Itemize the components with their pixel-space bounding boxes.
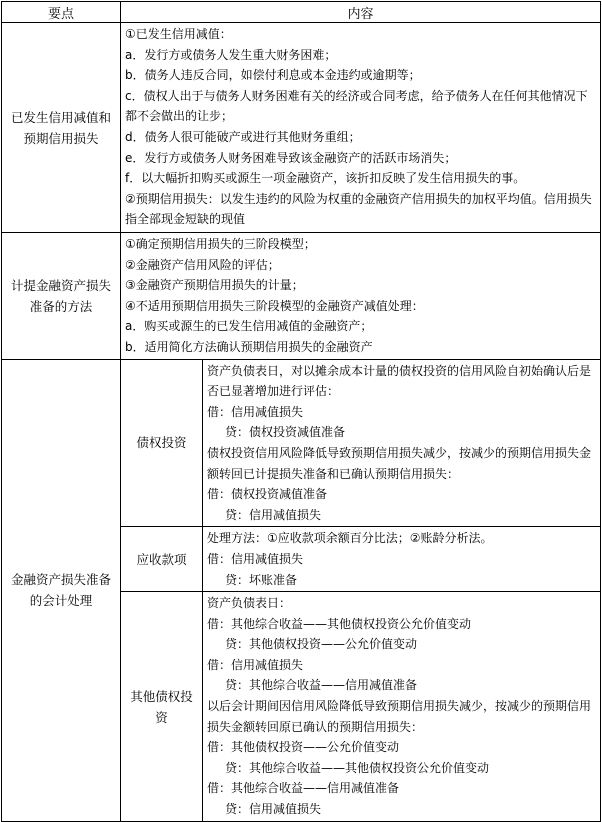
content-line: ②预期信用损失：以发生违约的风险为权重的金融资产信用损失的加权平均值。信用损失指全部现金短缺的现值 bbox=[125, 191, 592, 227]
content-line: 借：债权投资减值准备 bbox=[207, 487, 328, 502]
content-line: d．债务人很可能破产或进行其他财务重组； bbox=[125, 129, 361, 144]
content-line: 贷：其他综合收益——其他债权投资公允价值变动 bbox=[225, 760, 490, 775]
content-line: 资产负债表日，对以摊余成本计量的债权投资的信用风险自初始确认后是否已显著增加进行评估： bbox=[207, 363, 592, 399]
content-line: ②金融资产信用风险的评估； bbox=[125, 257, 280, 272]
content-line: 贷：坏账准备 bbox=[225, 572, 298, 587]
content-line: 贷：其他综合收益——信用减值准备 bbox=[225, 678, 418, 693]
table-row bbox=[2, 23, 601, 233]
sub-cell: 债权投资 bbox=[121, 359, 203, 527]
content-line: 借：信用减值损失 bbox=[207, 551, 304, 566]
content-cell bbox=[203, 527, 601, 592]
content-line: 贷：其他债权投资——公允价值变动 bbox=[225, 637, 418, 652]
content-line: 资产负债表日： bbox=[207, 596, 292, 611]
content-cell bbox=[203, 359, 601, 527]
content-line: b．适用简化方法确认预期信用损失的金融资产 bbox=[125, 339, 373, 354]
content-line: 处理方法：①应收款项余额百分比法；②账龄分析法。 bbox=[207, 531, 493, 546]
content-cell bbox=[121, 233, 601, 360]
content-line: 贷：信用减值损失 bbox=[225, 507, 322, 522]
content-line: 借：信用减值损失 bbox=[207, 657, 304, 672]
content-line: 借：信用减值损失 bbox=[207, 404, 304, 419]
sub-cell: 其他债权投资 bbox=[121, 592, 203, 822]
content-line: a．购买或源生的已发生信用减值的金融资产； bbox=[125, 319, 373, 334]
content-line: ①已发生信用减值： bbox=[125, 27, 232, 41]
content-line: b．债务人违反合同，如偿付利息或本金违约或逾期等； bbox=[125, 68, 421, 83]
content-cell bbox=[203, 592, 601, 822]
content-line: 以后会计期间因信用风险降低导致预期信用损失减少，按减少的预期信用损失金额转回原已确认的预期信用损失： bbox=[207, 699, 592, 734]
content-line: 贷：信用减值损失 bbox=[225, 802, 322, 817]
content-line: a．发行方或债务人发生重大财务困难； bbox=[125, 47, 337, 62]
knowledge-table bbox=[1, 1, 601, 822]
content-line: c．债权人出于与债务人财务困难有关的经济或合同考虑，给予债务人在任何其他情况下都不会做出的让步； bbox=[125, 88, 588, 124]
table-header-row bbox=[2, 2, 601, 23]
content-line: 借：其他综合收益——其他债权投资公允价值变动 bbox=[207, 616, 472, 631]
content-line: 债权投资信用风险降低导致预期信用损失减少，按减少的预期信用损失金额转回已计提损失准备和已确认预期信用损失： bbox=[207, 445, 592, 481]
key-cell: 已发生信用减值和预期信用损失 bbox=[2, 23, 121, 233]
sub-cell: 应收款项 bbox=[121, 527, 203, 592]
header-content: 内容 bbox=[121, 2, 601, 23]
table-row bbox=[2, 359, 601, 527]
table-row bbox=[2, 233, 601, 360]
header-key: 要点 bbox=[2, 2, 121, 23]
key-cell: 计提金融资产损失准备的方法 bbox=[2, 233, 121, 360]
content-line: ④不适用预期信用损失三阶段模型的金融资产减值处理： bbox=[125, 298, 424, 313]
content-line: ①确定预期信用损失的三阶段模型； bbox=[125, 237, 316, 251]
key-cell: 金融资产损失准备的会计处理 bbox=[2, 359, 121, 822]
content-line: ③金融资产预期信用损失的计量； bbox=[125, 278, 304, 293]
content-line: 借：其他债权投资——公允价值变动 bbox=[207, 740, 400, 755]
content-line: 贷：债权投资减值准备 bbox=[225, 425, 346, 440]
content-line: e．发行方或债务人财务困难导致该金融资产的活跃市场消失； bbox=[125, 150, 457, 165]
content-line: 借：其他综合收益——信用减值准备 bbox=[207, 781, 400, 796]
content-cell bbox=[121, 23, 601, 233]
content-line: f．以大幅折扣购买或源生一项金融资产，该折扣反映了发生信用损失的事。 bbox=[125, 171, 526, 186]
